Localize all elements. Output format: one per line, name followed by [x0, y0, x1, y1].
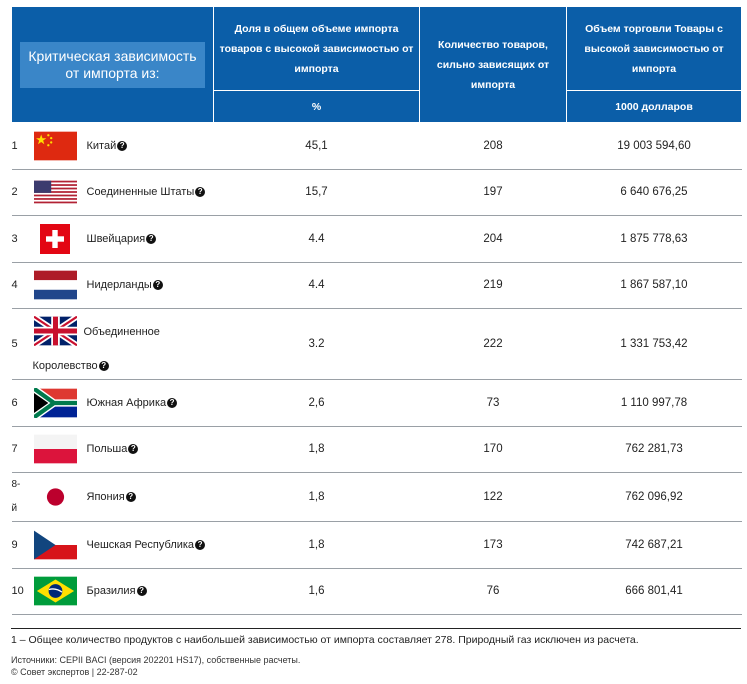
netherlands-flag-icon: [34, 270, 77, 300]
help-icon[interactable]: ?: [128, 444, 138, 454]
table-row: [12, 123, 742, 170]
count-value: 173: [420, 522, 567, 569]
header-share: Доля в общем объеме импорта товаров с высокой зависимостью от импорта: [214, 7, 420, 91]
poland-flag-icon: [34, 434, 77, 464]
share-value: 4.4: [214, 216, 420, 263]
table-title: Критическая зависимость от импорта из:: [20, 42, 205, 88]
country-name-line2: Королевство ?: [33, 360, 109, 372]
volume-value: 666 801,41: [567, 568, 742, 615]
country-cell: [12, 262, 214, 309]
country-cell: [12, 123, 214, 170]
country-cell: [12, 169, 214, 216]
volume-value: 1 875 778,63: [567, 216, 742, 263]
help-icon[interactable]: ?: [137, 586, 147, 596]
count-value: 122: [420, 473, 567, 522]
table-row: [12, 380, 742, 427]
rank: 7: [11, 443, 18, 456]
footnote: 1 – Общее количество продуктов с наибольшей зависимостью от импорта составляет 278. Природный газ исключен из расчета.: [11, 634, 639, 646]
help-icon[interactable]: ?: [99, 361, 109, 371]
share-value: 1,6: [214, 568, 420, 615]
usa-flag-icon: [34, 177, 77, 207]
share-value: 1,8: [214, 426, 420, 473]
rank: 6: [11, 396, 18, 409]
country-name: Швейцария ?: [87, 233, 157, 245]
country-cell: [12, 216, 214, 263]
rank: 4: [11, 279, 18, 292]
help-icon[interactable]: ?: [117, 141, 127, 151]
rank: 10: [11, 585, 24, 598]
rank: 5: [11, 338, 18, 350]
rank: 1: [11, 139, 18, 152]
share-value: 15,7: [214, 169, 420, 216]
rank: 9: [11, 538, 18, 551]
help-icon[interactable]: ?: [195, 540, 205, 550]
uk-flag-icon: [34, 316, 77, 346]
volume-value: 742 687,21: [567, 522, 742, 569]
volume-value: 762 096,92: [567, 473, 742, 522]
share-value: 1,8: [214, 473, 420, 522]
header-count: Количество товаров, сильно зависящих от импорта: [420, 7, 567, 123]
rank: 2: [11, 186, 18, 199]
table-row: [12, 522, 742, 569]
share-value: 45,1: [214, 123, 420, 170]
count-value: 219: [420, 262, 567, 309]
country-name-line1: Объединенное: [83, 326, 160, 338]
volume-value: 1 331 753,42: [567, 309, 742, 380]
volume-value: 1 110 997,78: [567, 380, 742, 427]
country-cell: [12, 380, 214, 427]
count-value: 170: [420, 426, 567, 473]
switzerland-flag-icon: [40, 224, 70, 254]
count-value: 76: [420, 568, 567, 615]
country-cell: [12, 473, 214, 522]
table-row: [12, 568, 742, 615]
count-value: 208: [420, 123, 567, 170]
table-row: [12, 309, 742, 380]
south-africa-flag-icon: [34, 388, 77, 418]
sources-note: Источники: CEPII BACI (версия 202201 HS17), собственные расчеты.: [11, 655, 301, 665]
table-row: [12, 473, 742, 522]
count-value: 204: [420, 216, 567, 263]
czech-flag-icon: [34, 530, 77, 560]
volume-value: 762 281,73: [567, 426, 742, 473]
rank: 8- й: [11, 479, 21, 514]
country-name: Польша ?: [87, 443, 139, 455]
country-name: Южная Африка ?: [87, 397, 178, 409]
volume-value: 6 640 676,25: [567, 169, 742, 216]
share-value: 2,6: [214, 380, 420, 427]
help-icon[interactable]: ?: [153, 280, 163, 290]
country-cell: [12, 568, 214, 615]
help-icon[interactable]: ?: [167, 398, 177, 408]
table-row: [12, 169, 742, 216]
copyright-note: © Совет экспертов | 22-287-02: [11, 667, 138, 677]
country-name: Нидерланды ?: [87, 279, 163, 291]
country-name: Япония ?: [87, 491, 136, 503]
china-flag-icon: [34, 131, 77, 161]
country-cell: [12, 309, 214, 380]
count-value: 73: [420, 380, 567, 427]
header-share-unit: %: [214, 91, 420, 123]
import-dependency-table: [11, 6, 742, 615]
share-value: 3.2: [214, 309, 420, 380]
table-row: [12, 216, 742, 263]
brazil-flag-icon: [34, 576, 77, 606]
help-icon[interactable]: ?: [195, 187, 205, 197]
table-footer: [11, 628, 741, 677]
share-value: 1,8: [214, 522, 420, 569]
share-value: 4.4: [214, 262, 420, 309]
volume-value: 19 003 594,60: [567, 123, 742, 170]
help-icon[interactable]: ?: [146, 234, 156, 244]
count-value: 197: [420, 169, 567, 216]
country-cell: [12, 522, 214, 569]
header-title-cell: [12, 7, 214, 123]
country-cell: [12, 426, 214, 473]
rank: 3: [11, 232, 18, 245]
country-name: Бразилия ?: [87, 585, 147, 597]
header-volume-unit: 1000 долларов: [567, 91, 742, 123]
japan-flag-icon: [34, 482, 77, 512]
table-row: [12, 262, 742, 309]
help-icon[interactable]: ?: [126, 492, 136, 502]
country-name: Китай ?: [87, 140, 128, 152]
country-name: Чешская Республика ?: [87, 539, 206, 551]
import-dependency-table-container: [11, 6, 741, 615]
count-value: 222: [420, 309, 567, 380]
volume-value: 1 867 587,10: [567, 262, 742, 309]
header-volume: Объем торговли Товары с высокой зависимостью от импорта: [567, 7, 742, 91]
table-row: [12, 426, 742, 473]
country-name: Соединенные Штаты ?: [87, 186, 206, 198]
